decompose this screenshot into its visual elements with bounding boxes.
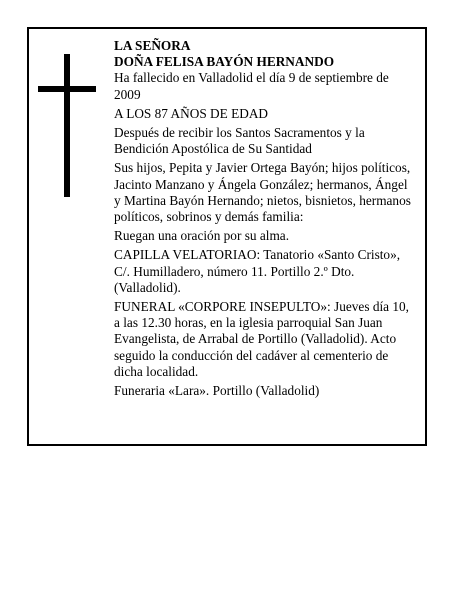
family-text: Sus hijos, Pepita y Javier Ortega Bayón; hijos políticos, Jacinto Manzano y Ángela González; hermanos, Ángel y Martina Bayón Hernando; nietos, bisnietos, hermanos políticos, sobrinos y demás familia: bbox=[114, 160, 411, 225]
deceased-name: DOÑA FELISA BAYÓN HERNANDO bbox=[114, 54, 335, 70]
funeral-home: Funeraria «Lara». Portillo (Valladolid) bbox=[114, 383, 320, 399]
death-notice: Ha fallecido en Valladolid el día 9 de septiembre de 2009 bbox=[114, 70, 389, 102]
funeral-info: FUNERAL «CORPORE INSEPULTO»: Jueves día 10, a las 12.30 horas, en la iglesia parroquial San Juan Evangelista, de Arrabal de Portillo (Valladolid). Acto seguido la conducción del cadáver al cementerio de dicha localidad. bbox=[114, 299, 410, 379]
sacraments-text: Después de recibir los Santos Sacramentos y la Bendición Apostólica de Su Santidad bbox=[114, 125, 365, 157]
prayer-request: Ruegan una oración por su alma. bbox=[114, 228, 290, 244]
name-prefix: LA SEÑORA bbox=[114, 38, 191, 53]
cross-horizontal-bar bbox=[38, 86, 96, 92]
age-line: A LOS 87 AÑOS DE EDAD bbox=[114, 105, 269, 121]
chapel-info: CAPILLA VELATORIAO: Tanatorio «Santo Cristo», C/. Humilladero, número 11. Portillo 2.º Dto. (Valladolid). bbox=[114, 247, 401, 295]
obituary-text bbox=[114, 38, 414, 402]
cross-vertical-bar bbox=[64, 54, 70, 197]
latin-cross-icon bbox=[38, 54, 96, 197]
